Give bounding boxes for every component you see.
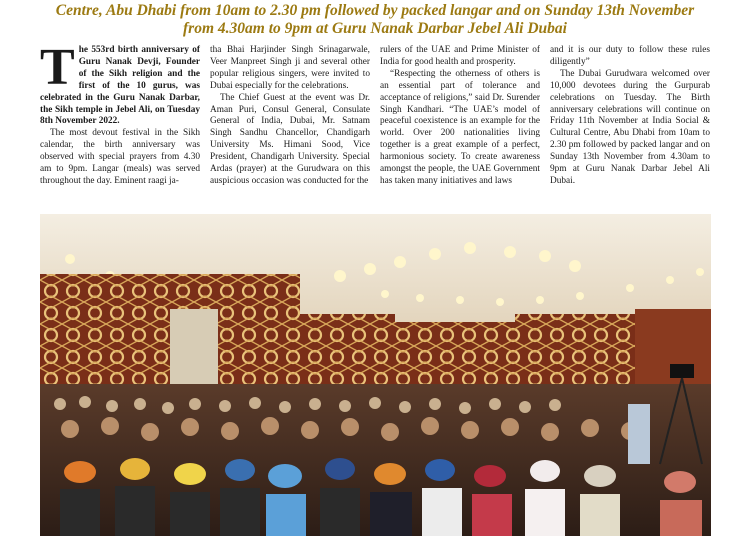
article-intro — [40, 39, 200, 128]
congregation-photo — [40, 214, 711, 536]
paragraph: The most devout festival in the Sikh calendar, the birth anniversary was observed with special prayers from 4.30 am to 9pm. Langar (meals) was served throughout the day. Eminent raagi ja- — [40, 128, 200, 186]
article-column-4 — [550, 45, 710, 188]
photographer — [628, 404, 650, 464]
center-lattice-wall — [295, 314, 395, 394]
headline-line-1: Centre, Abu Dhabi from 10am to 2.30 pm followed by packed langar and on Sunday 13th November — [55, 2, 695, 19]
paragraph: tha Bhai Harjinder Singh Srinagarwale, Veer Manpreet Singh ji and several other popular religious singers, were invited to Dubai especially for the celebrations. — [210, 45, 370, 91]
paragraph: The Chief Guest at the event was Dr. Aman Puri, Consul General, Consulate General of India, Dubai, Mr. Satnam Singh Sandhu Chancellor, Chandigarh University Ms. Himani Sood, Vice President, Chandigarh University. Special Ardas (prayer) at the Gurudwara on this auspicious occasion was conducted for the — [210, 92, 370, 186]
intro-text: he 553rd birth anniversary of Guru Nanak Devji, Founder of the Sikh religion and the first of the 10 gurus, was celebrated in the Guru Nanak Darbar, the Sikh temple in Jebel Ali, on Tuesday 8th November 2022. — [40, 45, 200, 127]
paragraph: rulers of the UAE and Prime Minister of India for good health and prosperity. — [380, 45, 540, 67]
article-column-1 — [40, 39, 200, 188]
photo-illustration — [40, 214, 711, 536]
article-column-3 — [380, 45, 540, 188]
article-body — [40, 39, 711, 210]
paragraph: The Dubai Gurudwara welcomed over 10,000 devotees during the Gurpurab celebrations on Tuesday. The Birth anniversary celebrations will continue on Friday 11th November at India Social & Cultural Centre, Abu Dhabi from 10am to 2.30 pm followed by packed langar and on Sunday 13th November from 4.30am to 9pm at Guru Nanak Darbar Jebel Ali Dubai. — [550, 68, 710, 186]
paragraph: and it is our duty to follow these rules diligently” — [550, 45, 710, 67]
camera-icon — [670, 364, 694, 378]
paragraph: “Respecting the otherness of others is an essential part of tolerance and acceptance of religions,” said Dr. Surender Singh Kandhari. “The UAE’s model of peaceful coexistence is an example for the world. Over 200 nationalities living together is a great example of a perfect, harmonious society. To create awareness amongst the people, the UAE Government has taken many initiatives and laws — [380, 68, 540, 186]
doorway — [170, 309, 218, 389]
headline-line-2: from 4.30am to 9pm at Guru Nanak Darbar Jebel Ali Dubai — [183, 20, 567, 37]
dropcap: T — [40, 39, 75, 96]
article-column-2 — [210, 45, 370, 188]
